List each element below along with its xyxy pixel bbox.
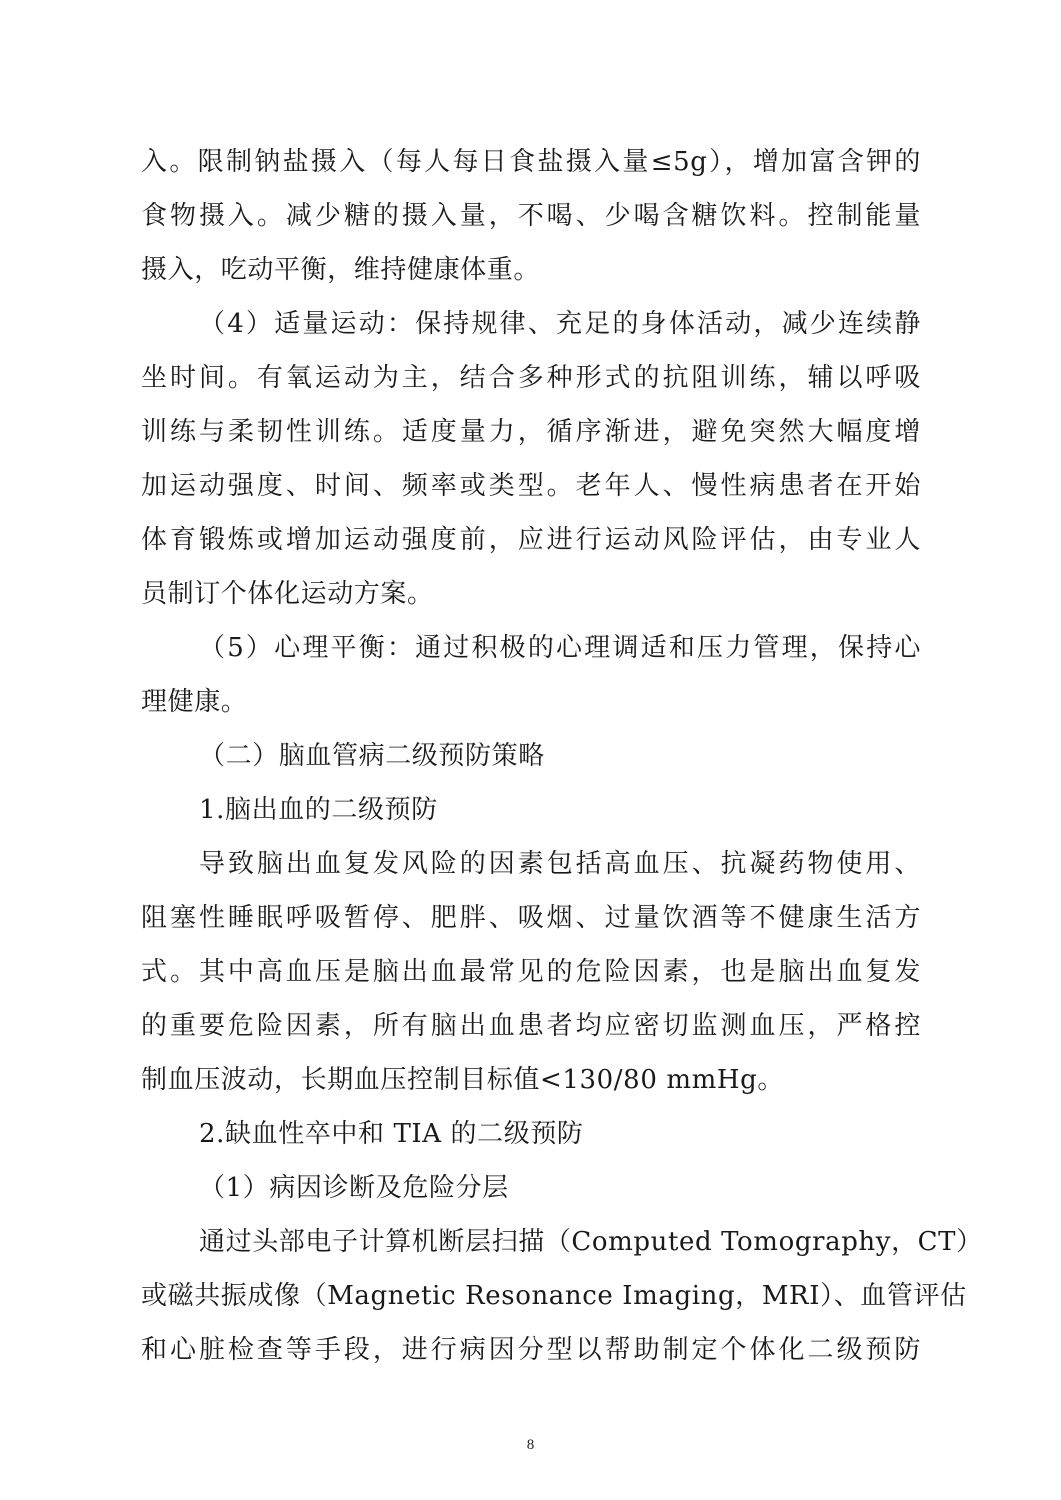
- body-text-line: 食物摄入。减少糖的摄入量，不喝、少喝含糖饮料。控制能量: [141, 201, 921, 231]
- body-text-line: 通过头部电子计算机断层扫描（Computed Tomography，CT）: [199, 1227, 983, 1257]
- page-number: 8: [526, 1437, 535, 1453]
- body-text-line: 式。其中高血压是脑出血最常见的危险因素，也是脑出血复发: [141, 957, 921, 987]
- list-item-heading-4: （4）适量运动：保持规律、充足的身体活动，减少连续静: [199, 309, 921, 339]
- list-item-heading-5: （5）心理平衡：通过积极的心理调适和压力管理，保持心: [199, 633, 921, 663]
- list-item-heading-1: （1）病因诊断及危险分层: [199, 1173, 509, 1203]
- subsection-heading-ischemic-stroke-tia: 2.缺血性卒中和 TIA 的二级预防: [199, 1119, 584, 1149]
- body-text-line: 坐时间。有氧运动为主，结合多种形式的抗阻训练，辅以呼吸: [141, 363, 921, 393]
- subsection-heading-ich: 1.脑出血的二级预防: [199, 795, 438, 825]
- body-text-line: 导致脑出血复发风险的因素包括高血压、抗凝药物使用、: [199, 849, 921, 879]
- body-text-line: 阻塞性睡眠呼吸暂停、肥胖、吸烟、过量饮酒等不健康生活方: [141, 903, 921, 933]
- body-text-line: 员制订个体化运动方案。: [141, 579, 434, 609]
- body-text-line: 的重要危险因素，所有脑出血患者均应密切监测血压，严格控: [141, 1011, 921, 1041]
- body-text-line: 加运动强度、时间、频率或类型。老年人、慢性病患者在开始: [141, 471, 921, 501]
- body-text-line: 入。限制钠盐摄入（每人每日食盐摄入量≤5g），增加富含钾的: [141, 147, 921, 177]
- section-heading-secondary-prevention: （二）脑血管病二级预防策略: [199, 741, 545, 771]
- body-text-line: 或磁共振成像（Magnetic Resonance Imaging，MRI）、血管评估: [141, 1281, 967, 1311]
- body-text-line: 制血压波动，长期血压控制目标值<130/80 mmHg。: [141, 1065, 784, 1095]
- body-text-line: 和心脏检查等手段，进行病因分型以帮助制定个体化二级预防: [141, 1335, 921, 1365]
- body-text-line: 体育锻炼或增加运动强度前，应进行运动风险评估，由专业人: [141, 525, 921, 555]
- body-text-line: 训练与柔韧性训练。适度量力，循序渐进，避免突然大幅度增: [141, 417, 921, 447]
- body-text-line: 摄入，吃动平衡，维持健康体重。: [141, 255, 541, 285]
- body-text-line: 理健康。: [141, 687, 248, 717]
